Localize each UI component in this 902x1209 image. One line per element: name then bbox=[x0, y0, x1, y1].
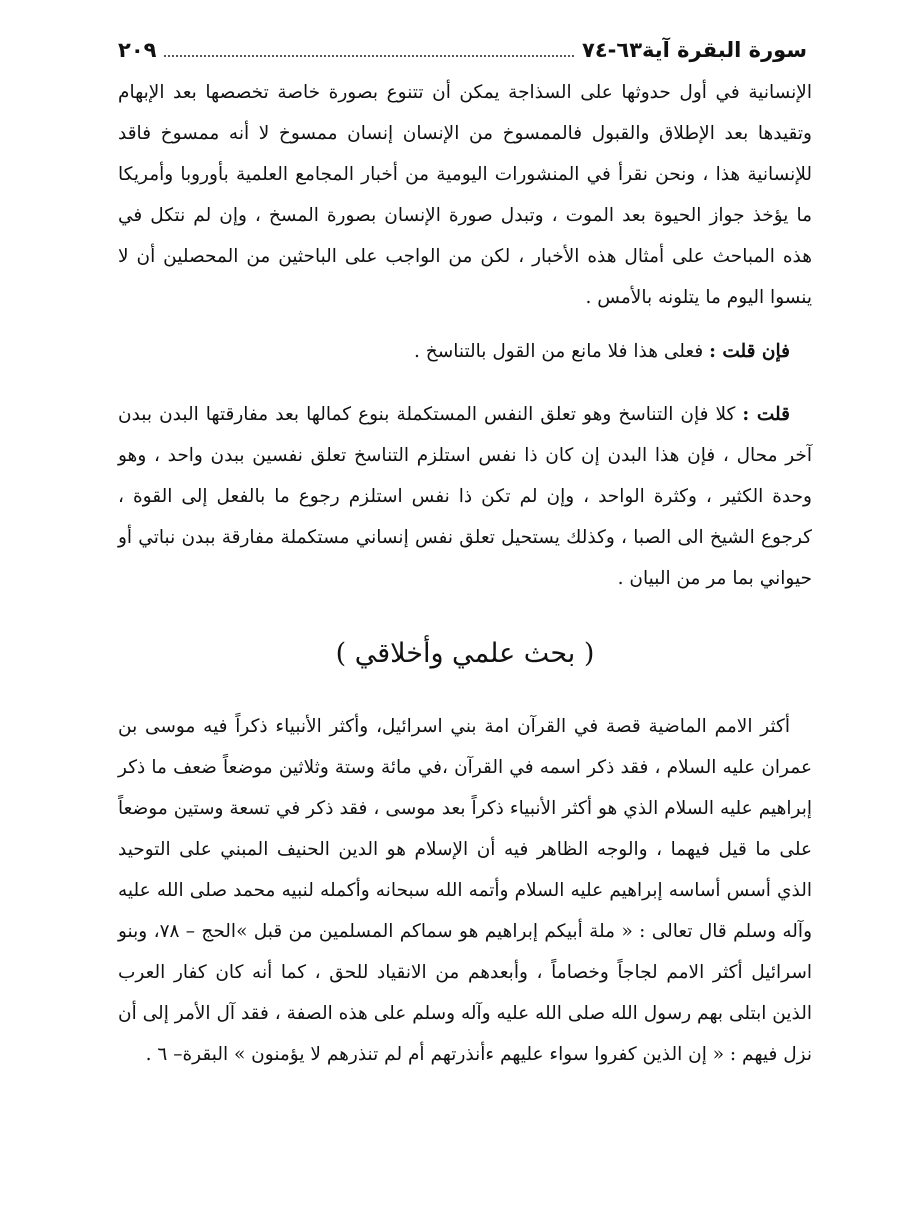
section-body-text: أكثر الامم الماضية قصة في القرآن امة بني اسرائيل، وأكثر الأنبياء ذكراً فيه موسى بن عمران عليه السلام ، فقد ذكر اسمه في القرآن ،في مائة وستة وثلاثين موضعاً ضعف ما ذكر إبراهيم عليه السلام الذي هو أكثر الأنبياء ذكراً بعد موسى ، فقد ذكر في تسعة وستين موضعاً على ما قيل فيهما ، والوجه الظاهر فيه أن الإسلام هو الدين الحنيف المبني على التوحيد الذي أسس أساسه إبراهيم عليه السلام وأتمه الله سبحانه وأكمله لنبيه محمد صلى الله عليه وآله وسلم قال تعالى : « ملة أبيكم إبراهيم هو سماكم المسلمين من قبل »الحج – ٧٨، وبنو اسرائيل أكثر الامم لجاجاً وخصاماً ، وأبعدهم من الانقياد للحق ، كما أنه كان كفار العرب الذين ابتلى بهم رسول الله صلى الله عليه وآله وسلم على هذه الصفة ، فقد آل الأمر إلى أن نزل فيهم : « إن الذين كفروا سواء عليهم ءأنذرتهم أم لم تنذرهم لا يؤمنون » البقرة– ٦ . bbox=[118, 716, 812, 1065]
reply-lead: قلت : bbox=[742, 404, 790, 425]
section-heading: ( بحث علمي وأخلاقي ) bbox=[335, 638, 595, 669]
reply-line bbox=[118, 394, 812, 599]
objection-text: فعلى هذا فلا مانع من القول بالتناسخ . bbox=[414, 341, 710, 362]
paragraph-reply bbox=[118, 394, 812, 599]
reply-text: كلا فإن التناسخ وهو تعلق النفس المستكملة بنوع كمالها بعد مفارقتها البدن ببدن آخر محال ، فإن هذا البدن إن كان ذا نفس استلزم التناسخ تعلق نفسين ببدن واحد ، وهو وحدة الكثير ، وكثرة الواحد ، وإن لم تكن ذا نفس استلزم رجوع ما بالفعل إلى القوة ، كرجوع الشيخ الى الصبا ، وكذلك يستحيل تعلق نفس إنساني مستكملة مفارقة ببدن نباتي أو حيواني بما مر من البيان . bbox=[118, 404, 812, 589]
paragraph-objection bbox=[118, 331, 812, 372]
paragraph-section-body bbox=[118, 706, 812, 1075]
page-number: ٢٠٩ bbox=[118, 38, 157, 62]
objection-lead: فإن قلت : bbox=[709, 341, 790, 362]
header-title: سورة البقرة آية٦٣-٧٤ bbox=[582, 38, 807, 62]
running-header bbox=[118, 32, 807, 68]
header-dotted-leader bbox=[164, 55, 574, 57]
objection-line bbox=[118, 331, 812, 372]
paragraph-text: الإنسانية في أول حدوثها على السذاجة يمكن أن تتنوع بصورة خاصة تخصصها بعد الإبهام وتقيدها بعد الإطلاق والقبول فالممسوخ من الإنسان إنسان ممسوخ لا أنه ممسوخ فاقد للإنسانية هذا ، ونحن نقرأ في المنشورات اليومية من أخبار المجامع العلمية بأوروبا وأمريكا ما يؤخذ جواز الحيوة بعد الموت ، وتبدل صورة الإنسان بصورة المسخ ، وإن لم نتكل في هذه المباحث على أمثال هذه الأخبار ، لكن من الواجب على الباحثين من المحصلين أن لا ينسوا اليوم ما يتلونه بالأمس . bbox=[118, 82, 812, 308]
paragraph-continuation bbox=[118, 72, 812, 318]
